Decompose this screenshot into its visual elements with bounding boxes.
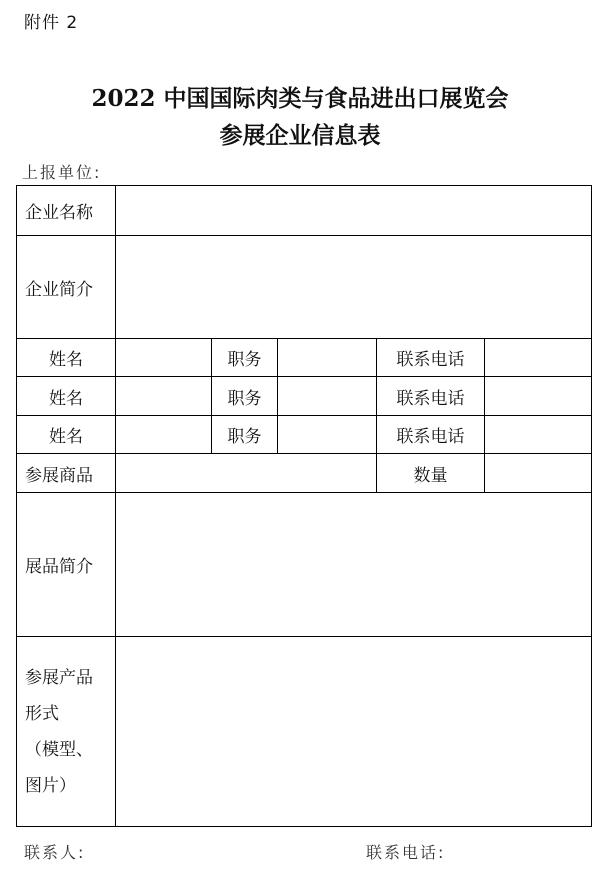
row-exhibit-goods xyxy=(17,454,592,493)
contact-phone-label: 联系电话 xyxy=(377,339,485,377)
contact-phone-field[interactable] xyxy=(485,377,592,416)
contact-name-label: 姓名 xyxy=(17,377,116,416)
contact-phone-label: 联系电话: xyxy=(366,843,446,862)
contact-phone-field[interactable] xyxy=(485,416,592,454)
contact-position-label: 职务 xyxy=(212,416,278,454)
contact-row xyxy=(17,339,592,377)
row-company-intro xyxy=(17,236,592,339)
product-form-field[interactable] xyxy=(116,637,592,827)
attachment-label: 附件 2 xyxy=(24,13,79,33)
contact-phone-label: 联系电话 xyxy=(377,416,485,454)
contact-name-field[interactable] xyxy=(116,339,212,377)
exhibit-intro-field[interactable] xyxy=(116,493,592,637)
contact-phone-label: 联系电话 xyxy=(377,377,485,416)
contact-name-field[interactable] xyxy=(116,377,212,416)
contact-name-field[interactable] xyxy=(116,416,212,454)
contact-position-label: 职务 xyxy=(212,339,278,377)
document-subtitle: 参展企业信息表 xyxy=(219,122,381,149)
company-intro-label: 企业简介 xyxy=(17,236,116,339)
product-form-line: 参展产品 xyxy=(25,667,93,688)
row-exhibit-intro xyxy=(17,493,592,637)
contact-row xyxy=(17,416,592,454)
product-form-line: 形式 xyxy=(25,703,59,724)
product-form-line: 图片） xyxy=(25,775,76,796)
contact-row xyxy=(17,377,592,416)
contact-name-label: 姓名 xyxy=(17,416,116,454)
quantity-field[interactable] xyxy=(485,454,592,493)
contact-phone-field[interactable] xyxy=(485,339,592,377)
row-company-name xyxy=(17,186,592,236)
contact-position-label: 职务 xyxy=(212,377,278,416)
exhibit-goods-label: 参展商品 xyxy=(17,454,116,493)
info-form-table xyxy=(16,185,592,827)
quantity-label: 数量 xyxy=(377,454,485,493)
exhibit-goods-field[interactable] xyxy=(116,454,377,493)
row-product-form xyxy=(17,637,592,827)
exhibit-intro-label: 展品简介 xyxy=(17,493,116,637)
company-intro-field[interactable] xyxy=(116,236,592,339)
product-form-line: （模型、 xyxy=(25,739,93,760)
report-unit-label: 上报单位: xyxy=(22,163,102,182)
contact-person-label: 联系人: xyxy=(24,843,86,862)
contact-position-field[interactable] xyxy=(278,416,377,454)
contact-position-field[interactable] xyxy=(278,377,377,416)
company-name-field[interactable] xyxy=(116,186,592,236)
document-title: 2022 中国国际肉类与食品进出口展览会 xyxy=(91,85,509,112)
product-form-label xyxy=(17,637,116,827)
contact-name-label: 姓名 xyxy=(17,339,116,377)
contact-position-field[interactable] xyxy=(278,339,377,377)
company-name-label: 企业名称 xyxy=(17,186,116,236)
